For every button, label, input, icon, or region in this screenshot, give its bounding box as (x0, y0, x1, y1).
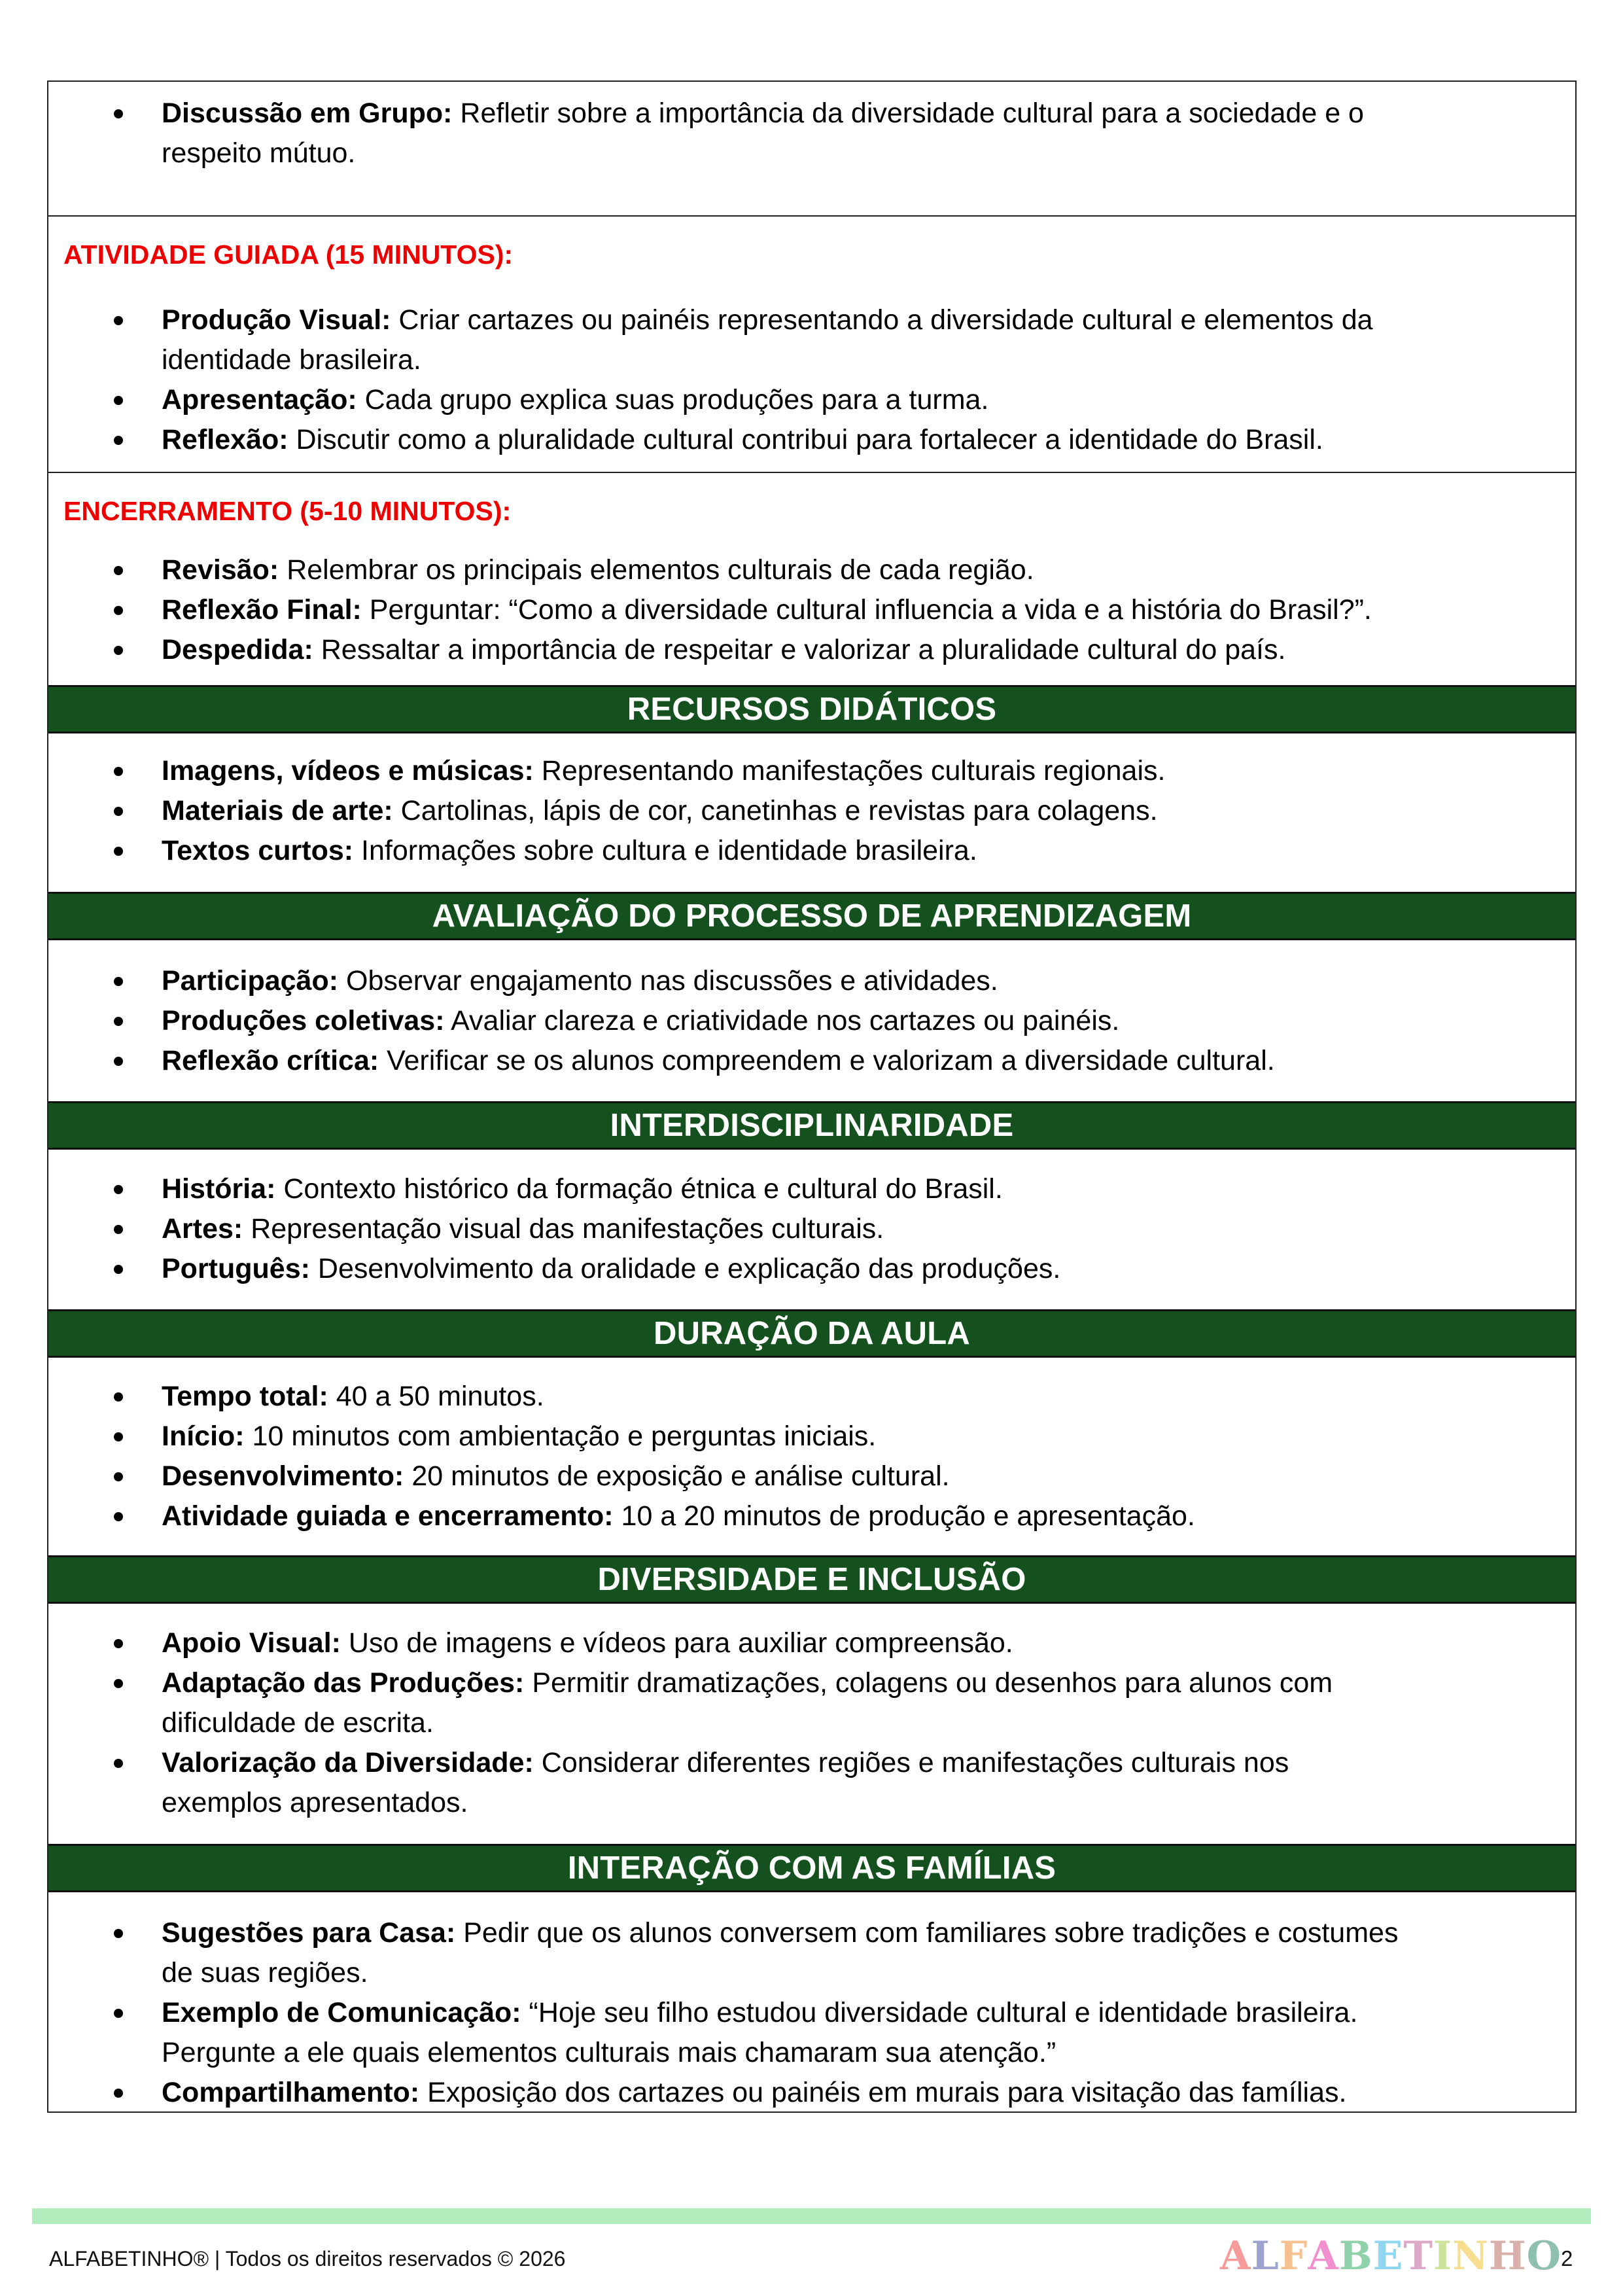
bullet-icon (114, 436, 123, 445)
item-label: Discussão em Grupo: (162, 97, 453, 129)
item-label: Exemplo de Comunicação: (162, 1997, 521, 2028)
item-text: “Hoje seu filho estudou diversidade cultural e identidade brasileira. (521, 1997, 1358, 2028)
bullet-icon (114, 1225, 123, 1234)
assessment-content (48, 940, 1575, 1101)
bullet-list (48, 1913, 1575, 2113)
page-number: 2 (1561, 2246, 1573, 2270)
bullet-icon (114, 2089, 123, 2098)
bullet-icon (114, 807, 123, 816)
bullet-icon (114, 316, 123, 325)
list-item (48, 1169, 1575, 1209)
bullet-icon (114, 1639, 123, 1648)
list-item (48, 1041, 1575, 1081)
bullet-list (48, 1377, 1575, 1536)
list-item (48, 94, 1575, 173)
item-label: História: (162, 1173, 276, 1205)
bullet-icon (114, 1929, 123, 1938)
bullet-icon (114, 1017, 123, 1026)
item-label: Reflexão crítica: (162, 1045, 379, 1076)
list-item (48, 550, 1575, 590)
logo-letter: E (1372, 2233, 1404, 2279)
list-item (48, 1457, 1575, 1496)
footer-divider-bar (32, 2208, 1591, 2224)
logo-letter: A (1220, 2233, 1251, 2279)
list-item (48, 1993, 1575, 2073)
list-item (48, 1209, 1575, 1249)
lesson-plan-table (47, 80, 1577, 2113)
bullet-icon (114, 1057, 123, 1066)
duration-content (48, 1358, 1575, 1555)
item-text: Cartolinas, lápis de cor, canetinhas e revistas para colagens. (393, 795, 1158, 826)
list-item (48, 1496, 1575, 1536)
item-text: 10 minutos com ambientação e perguntas iniciais. (244, 1421, 877, 1452)
logo-letter: L (1251, 2233, 1280, 2279)
closing-heading: ENCERRAMENTO (5-10 MINUTOS): (63, 496, 512, 526)
group-discussion-row (48, 82, 1575, 217)
resources-content (48, 733, 1575, 893)
item-text: Permitir dramatizações, colagens ou desenhos para alunos com (524, 1667, 1333, 1699)
item-text: Observar engajamento nas discussões e atividades. (338, 965, 998, 997)
item-label: Revisão: (162, 554, 279, 586)
list-item (48, 1249, 1575, 1289)
list-item (48, 1663, 1575, 1743)
list-item (48, 1743, 1575, 1823)
section-header-interdisciplinarity: INTERDISCIPLINARIDADE (48, 1101, 1575, 1150)
item-text: Informações sobre cultura e identidade brasileira. (353, 835, 977, 866)
list-item (48, 831, 1575, 871)
item-label: Adaptação das Produções: (162, 1667, 525, 1699)
bullet-icon (114, 566, 123, 575)
item-text: Perguntar: “Como a diversidade cultural influencia a vida e a história do Brasil?”. (361, 594, 1372, 626)
list-item (48, 1001, 1575, 1041)
item-text: Avaliar clareza e criatividade nos cartazes ou painéis. (444, 1005, 1120, 1036)
list-item (48, 1417, 1575, 1457)
logo-letter: O (1526, 2233, 1562, 2279)
list-item (48, 1377, 1575, 1417)
item-label: Produções coletivas: (162, 1005, 445, 1036)
item-text: Exposição dos cartazes ou painéis em murais para visitação das famílias. (419, 2077, 1347, 2108)
item-text: Considerar diferentes regiões e manifestações culturais nos (533, 1747, 1289, 1778)
logo-letter: B (1338, 2233, 1373, 2279)
item-label: Tempo total: (162, 1381, 328, 1412)
item-text-continued: identidade brasileira. (162, 344, 421, 376)
section-header-families: INTERAÇÃO COM AS FAMÍLIAS (48, 1844, 1575, 1892)
item-text: Criar cartazes ou painéis representando a diversidade cultural e elementos da (391, 304, 1373, 336)
item-label: Atividade guiada e encerramento: (162, 1500, 614, 1532)
logo-letter: T (1403, 2233, 1434, 2279)
logo-letter: A (1308, 2233, 1339, 2279)
item-text: 40 a 50 minutos. (328, 1381, 544, 1412)
item-text-continued: de suas regiões. (162, 1957, 368, 1988)
bullet-icon (114, 977, 123, 986)
bullet-icon (114, 646, 123, 655)
list-item (48, 791, 1575, 831)
section-header-diversity: DIVERSIDADE E INCLUSÃO (48, 1555, 1575, 1604)
bullet-icon (114, 1472, 123, 1481)
item-label: Despedida: (162, 634, 313, 665)
bullet-icon (114, 1679, 123, 1688)
item-text-continued: Pergunte a ele quais elementos culturais mais chamaram sua atenção.” (162, 2037, 1056, 2068)
item-text: Representação visual das manifestações culturais. (243, 1213, 884, 1245)
bullet-icon (114, 1432, 123, 1441)
item-label: Participação: (162, 965, 339, 997)
logo-letter: N (1452, 2233, 1489, 2279)
bullet-icon (114, 2009, 123, 2018)
bullet-icon (114, 1265, 123, 1274)
item-label: Imagens, vídeos e músicas: (162, 755, 534, 786)
alfabetinho-logo (1220, 2233, 1562, 2279)
bullet-icon (114, 109, 123, 118)
item-label: Materiais de arte: (162, 795, 393, 826)
logo-letter: I (1433, 2233, 1453, 2279)
list-item (48, 590, 1575, 630)
item-label: Apresentação: (162, 384, 357, 415)
bullet-list (48, 1169, 1575, 1289)
item-label: Apoio Visual: (162, 1627, 341, 1659)
item-label: Desenvolvimento: (162, 1460, 404, 1492)
bullet-list (48, 1623, 1575, 1823)
item-label: Português: (162, 1253, 310, 1284)
bullet-list (48, 550, 1575, 670)
logo-letter: F (1279, 2233, 1308, 2279)
section-header-duration: DURAÇÃO DA AULA (48, 1309, 1575, 1358)
item-label: Reflexão: (162, 424, 288, 455)
item-label: Artes: (162, 1213, 243, 1245)
item-text: Uso de imagens e vídeos para auxiliar compreensão. (340, 1627, 1013, 1659)
item-label: Compartilhamento: (162, 2077, 420, 2108)
list-item (48, 420, 1575, 460)
item-text-continued: dificuldade de escrita. (162, 1707, 434, 1739)
footer-copyright: ALFABETINHO® | Todos os direitos reservados © 2026 (49, 2247, 566, 2270)
list-item (48, 1623, 1575, 1663)
item-text: 10 a 20 minutos de produção e apresentação. (613, 1500, 1195, 1532)
bullet-icon (114, 767, 123, 776)
item-label: Início: (162, 1421, 245, 1452)
item-text: Representando manifestações culturais regionais. (533, 755, 1166, 786)
bullet-list (48, 961, 1575, 1081)
bullet-icon (114, 1759, 123, 1768)
diversity-content (48, 1604, 1575, 1846)
bullet-icon (114, 606, 123, 615)
bullet-icon (114, 847, 123, 856)
item-label: Reflexão Final: (162, 594, 362, 626)
list-item (48, 1913, 1575, 1993)
list-item (48, 2073, 1575, 2113)
item-text: Refletir sobre a importância da diversidade cultural para a sociedade e o (452, 97, 1364, 129)
item-text: Verificar se os alunos compreendem e valorizam a diversidade cultural. (379, 1045, 1275, 1076)
item-label: Sugestões para Casa: (162, 1917, 456, 1949)
list-item (48, 300, 1575, 380)
bullet-list (48, 300, 1575, 460)
bullet-list (48, 94, 1575, 173)
item-text: Cada grupo explica suas produções para a turma. (357, 384, 989, 415)
item-text: Pedir que os alunos conversem com familiares sobre tradições e costumes (455, 1917, 1399, 1949)
item-text-continued: respeito mútuo. (162, 137, 356, 169)
closing-row (48, 472, 1575, 686)
families-content (48, 1892, 1575, 2111)
item-text: Relembrar os principais elementos culturais de cada região. (279, 554, 1034, 586)
guided-activity-row (48, 215, 1575, 473)
item-text: Discutir como a pluralidade cultural contribui para fortalecer a identidade do Brasil. (288, 424, 1323, 455)
item-label: Valorização da Diversidade: (162, 1747, 534, 1778)
item-text: Ressaltar a importância de respeitar e valorizar a pluralidade cultural do país. (313, 634, 1286, 665)
item-label: Produção Visual: (162, 304, 391, 336)
logo-letter: H (1488, 2233, 1527, 2279)
item-label: Textos curtos: (162, 835, 354, 866)
bullet-list (48, 751, 1575, 871)
bullet-icon (114, 396, 123, 405)
bullet-icon (114, 1392, 123, 1402)
list-item (48, 961, 1575, 1001)
item-text: Desenvolvimento da oralidade e explicação das produções. (309, 1253, 1061, 1284)
list-item (48, 380, 1575, 420)
section-header-resources: RECURSOS DIDÁTICOS (48, 685, 1575, 733)
list-item (48, 630, 1575, 670)
bullet-icon (114, 1185, 123, 1194)
item-text: 20 minutos de exposição e análise cultural. (404, 1460, 950, 1492)
list-item (48, 751, 1575, 791)
bullet-icon (114, 1512, 123, 1521)
interdisciplinarity-content (48, 1150, 1575, 1311)
section-header-assessment: AVALIAÇÃO DO PROCESSO DE APRENDIZAGEM (48, 892, 1575, 940)
guided-activity-heading: ATIVIDADE GUIADA (15 MINUTOS): (63, 239, 514, 270)
item-text: Contexto histórico da formação étnica e cultural do Brasil. (275, 1173, 1003, 1205)
item-text-continued: exemplos apresentados. (162, 1787, 468, 1818)
